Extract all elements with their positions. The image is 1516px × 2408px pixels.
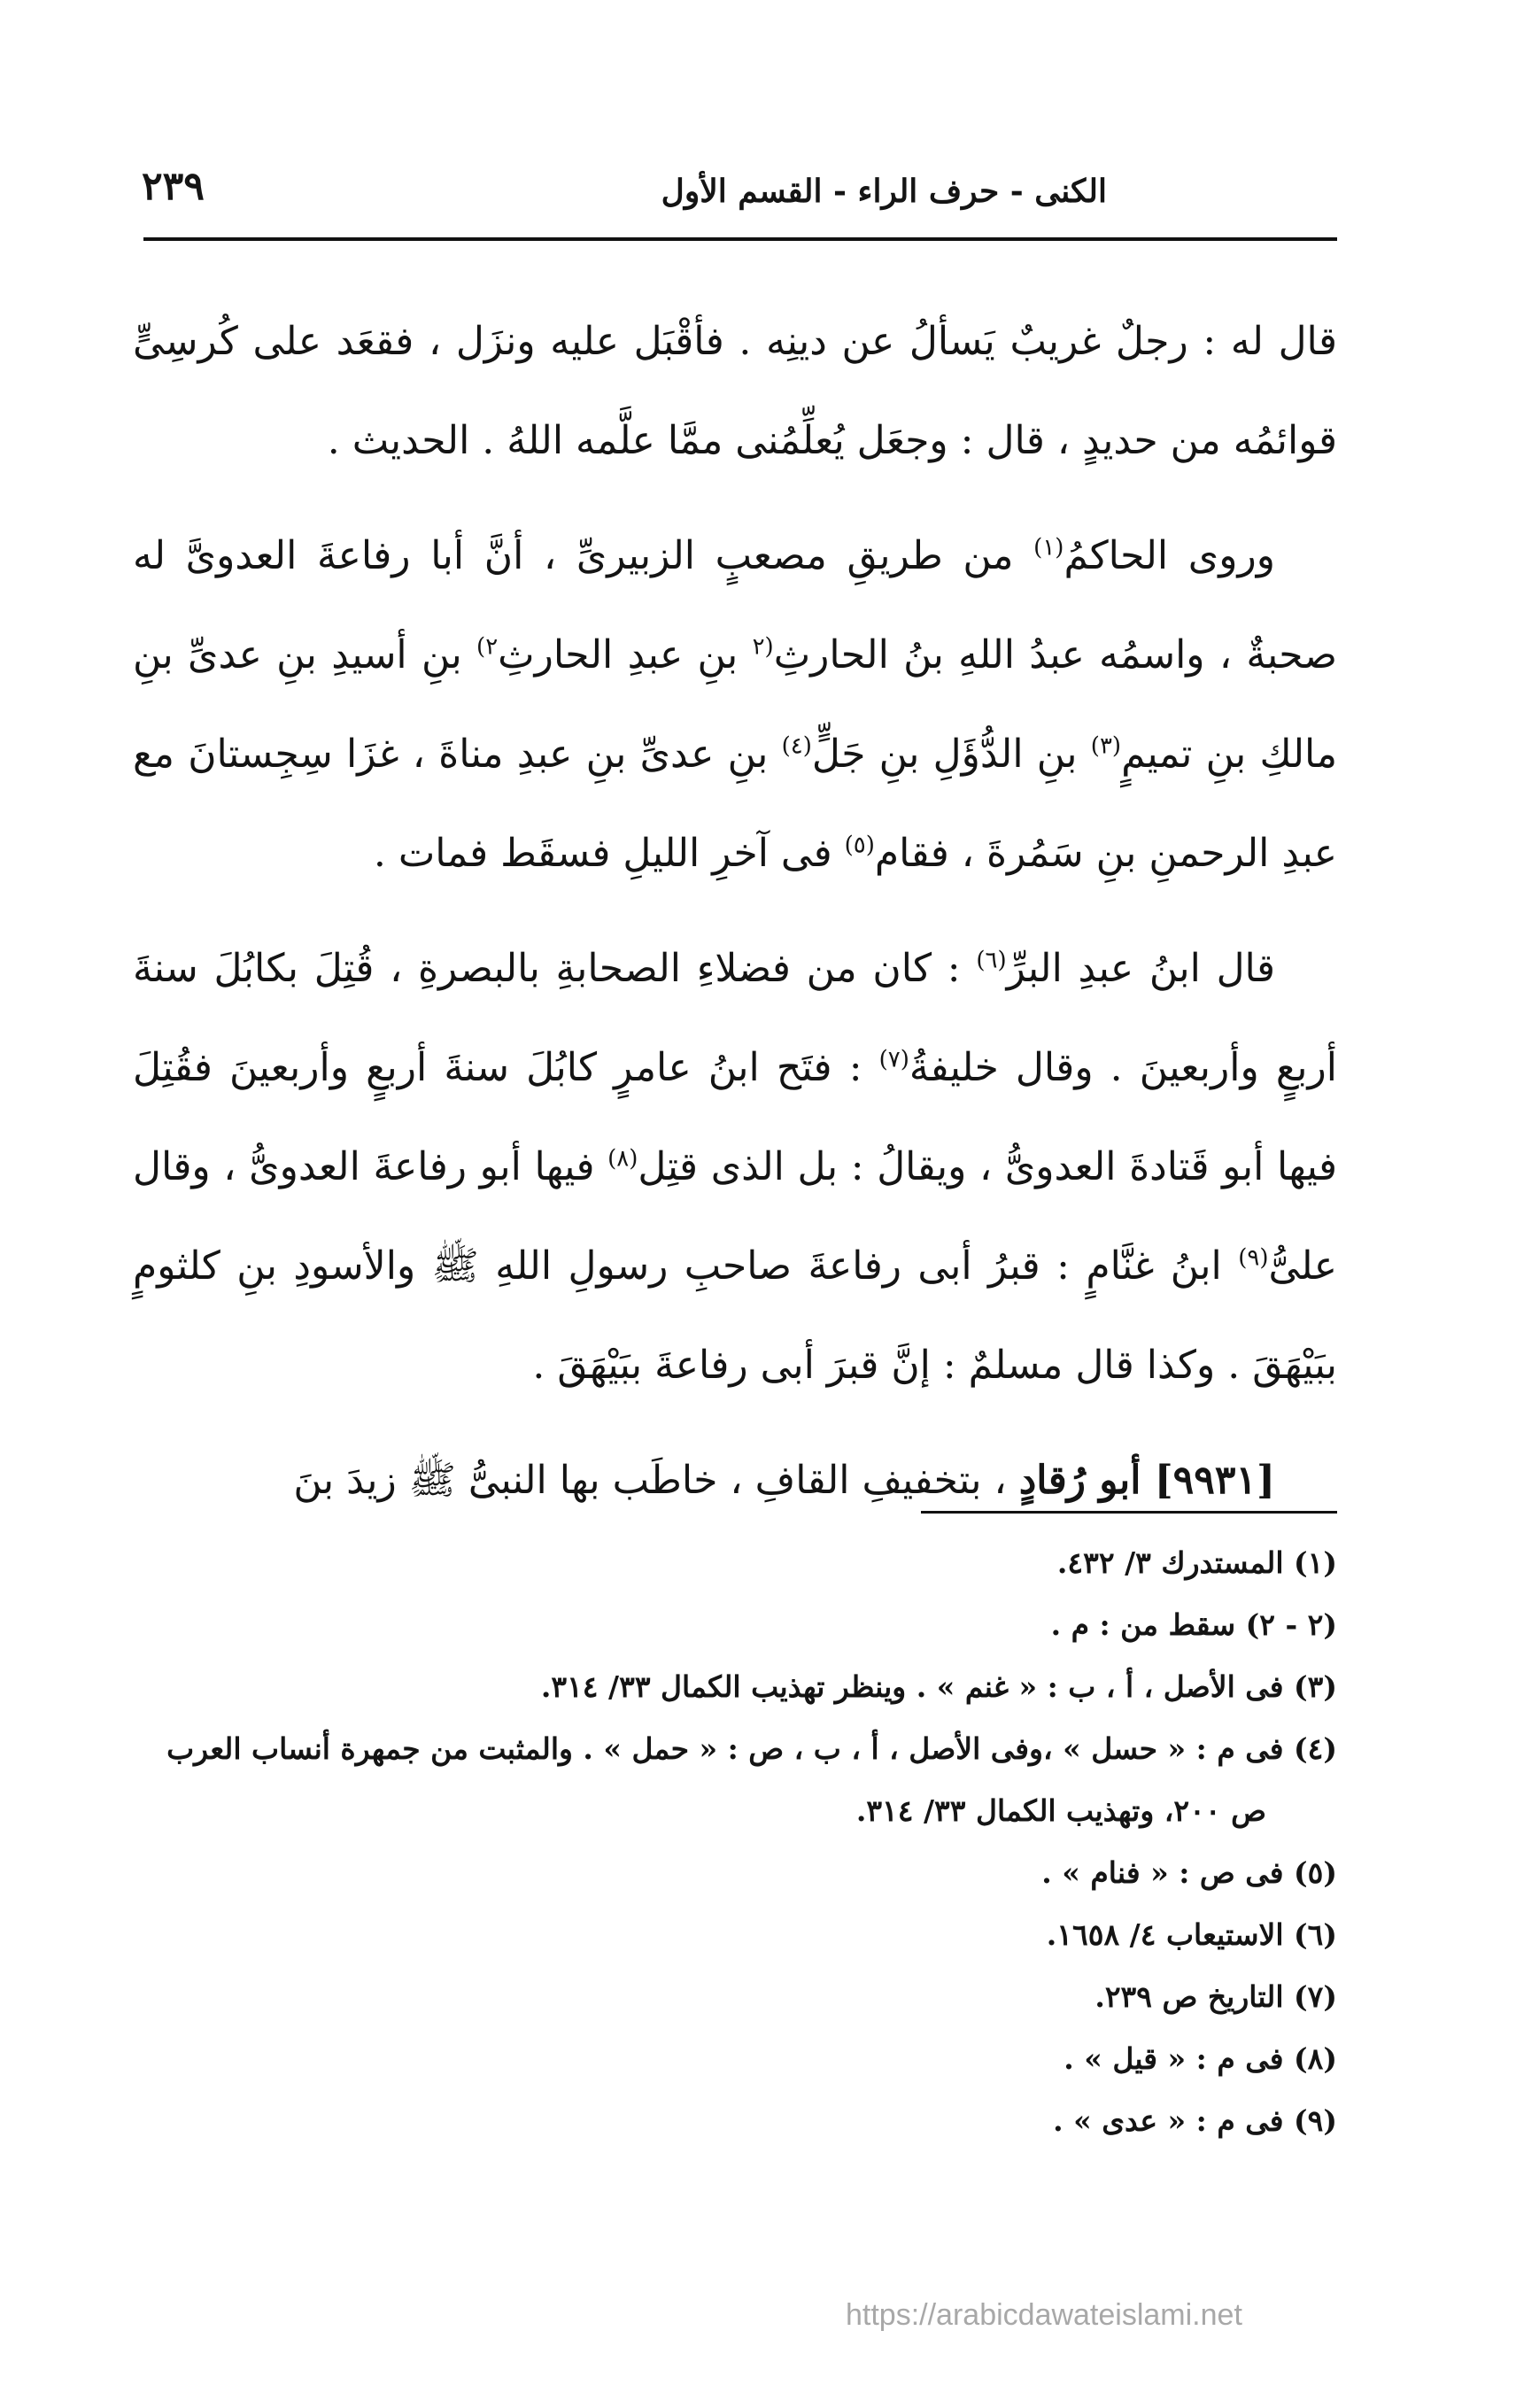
- paragraph-3: [133, 919, 1337, 1415]
- text-run: فى آخرِ الليلِ فسقَط فمات .: [373, 831, 845, 876]
- main-text: [133, 292, 1337, 1546]
- footnote-marker: (٥): [844, 832, 875, 859]
- text-run: بنِ أسيدِ بنِ عدىِّ بنِ مالكِ بنِ تميمٍ: [133, 632, 1338, 777]
- watermark-url: https://arabicdawateislami.net: [846, 2298, 1242, 2332]
- text-run: ، بتخفيفِ القافِ ، خاطَب بها النبىُّ ﷺ زيدَ بنَ: [293, 1458, 1019, 1503]
- paragraph-4: [133, 1431, 1337, 1530]
- footnote-2: (٢ - ٢) سقط من : م .: [1050, 1607, 1337, 1642]
- footnote-marker: (٨): [607, 1145, 638, 1173]
- footnote-4-continued: ص ٢٠٠، وتهذيب الكمال ٣٣/ ٣١٤.: [855, 1793, 1266, 1828]
- footnote-7: (٧) التاريخ ص ٢٣٩.: [1094, 1979, 1337, 2014]
- text-run: بنِ الدُّؤَلِ بنِ جَلٍّ: [811, 732, 1091, 777]
- paragraph-2: [133, 507, 1337, 903]
- running-title: الكنى - حرف الراء - القسم الأول: [661, 173, 1107, 210]
- footnote-4: (٤) فى م : « حسل » ،وفى الأصل ، أ ، ب ، ص : « حمل » . والمثبت من جمهرة أنساب العرب: [166, 1731, 1337, 1766]
- footnote-rule: [921, 1511, 1337, 1514]
- footnote-9: (٩) فى م : « عدى » .: [1053, 2103, 1337, 2138]
- text-run: من طريقِ مصعبٍ الزبيرىِّ ، أنَّ أبا رفاعةَ العدوىَّ له صحبةٌ ، واسمُه عبدُ اللهِ بنُ الحارثِ: [133, 533, 1338, 677]
- text-run: ابنُ غنَّامٍ : قبرُ أبى رفاعةَ صاحبِ رسولِ اللهِ ﷺ والأسودِ بنِ كلثومٍ ببَيْهَقَ . وكذا قال مسلمٌ : إنَّ قبرَ أبى رفاعةَ ببَيْهَقَ .: [133, 1243, 1337, 1388]
- footnote-1: (١) المستدرك ٣/ ٤٣٢.: [1056, 1545, 1337, 1580]
- page-number: ٢٣٩: [142, 164, 205, 209]
- text-run: بنِ عبدِ الحارثِ: [498, 632, 753, 677]
- footnote-6: (٦) الاستيعاب ٤/ ١٦٥٨.: [1046, 1917, 1337, 1952]
- text-run: : كان من فضلاءِ الصحابةِ بالبصرةِ ، قُتِلَ بكابُلَ سنةَ أربعٍ وأربعينَ . وقال خليفةُ: [133, 946, 1337, 1090]
- paragraph-1: [133, 292, 1337, 491]
- footnote-marker: (٩): [1238, 1244, 1269, 1272]
- footnote-marker: (٤): [781, 732, 812, 760]
- footnote-3: (٣) فى الأصل ، أ ، ب : « غنم » . وينظر تهذيب الكمال ٣٣/ ٣١٤.: [540, 1669, 1337, 1704]
- text-run: بنِ عدىِّ بنِ عبدِ مناةَ ، غزَا سِجِستانَ مع عبدِ الرحمنِ بنِ سَمُرةَ ، فقام: [133, 732, 1337, 876]
- text-run: قال ابنُ عبدِ البرِّ: [1006, 946, 1276, 991]
- text-run: فيها أبو رفاعةَ العدوىُّ ، وقال علىُّ: [133, 1144, 1337, 1289]
- footnote-marker: (٦): [976, 947, 1007, 974]
- entry-heading: [٩٩٣١] أبو رُقادٍ: [1018, 1458, 1275, 1503]
- text-run: وروى الحاكمُ: [1064, 533, 1275, 578]
- footnote-marker: (١): [1033, 534, 1064, 561]
- footnote-8: (٨) فى م : « قيل » .: [1064, 2041, 1337, 2076]
- text-run: قال له : رجلٌ غريبٌ يَسألُ عن دينِه . فأقْبَل عليه ونزَل ، فقعَد على كُرسِىٍّ قوائمُه من حديدٍ ، قال : وجعَل يُعلِّمُنى ممَّا علَّمه اللهُ . الحديث .: [133, 319, 1337, 463]
- page-header: [142, 164, 1337, 235]
- footnote-marker: (٢: [752, 633, 774, 661]
- footnote-marker: (٣): [1090, 732, 1122, 760]
- footnote-marker: (٧): [878, 1046, 909, 1073]
- footnote-5: (٥) فى ص : « فنام » .: [1041, 1855, 1337, 1890]
- header-rule: [143, 237, 1337, 241]
- text-run: : فتَح ابنُ عامرٍ كابُلَ سنةَ أربعٍ وأربعينَ فقُتِلَ فيها أبو قَتادةَ العدوىُّ ، ويقالُ : بل الذى قتِل: [133, 1045, 1337, 1189]
- footnotes: [133, 1532, 1337, 2152]
- footnote-marker: ٢): [476, 633, 499, 661]
